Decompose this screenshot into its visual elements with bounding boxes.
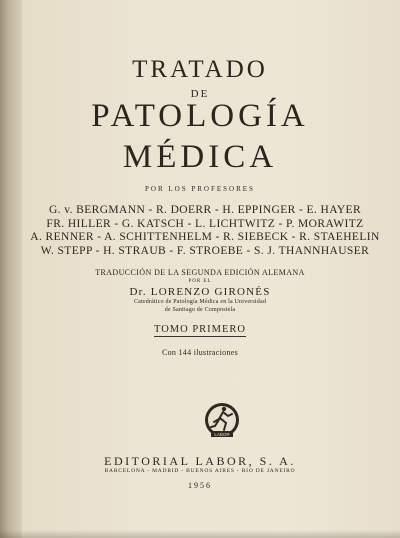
author-line: FR. HILLER - G. KATSCH - L. LICHTWITZ - P. MORAWITZ xyxy=(46,217,364,230)
translator-credentials-2: de Santiago de Compostela xyxy=(164,307,236,313)
logo-text: LABOR xyxy=(214,432,230,437)
publication-year: 1956 xyxy=(188,481,212,490)
title-patologia: PATOLOGÍA xyxy=(91,98,309,134)
por-los-profesores: POR LOS PROFESORES xyxy=(145,185,255,193)
volume-label xyxy=(0,324,400,337)
volume-text: TOMO PRIMERO xyxy=(153,324,247,335)
author-line: W. STEPP - H. STRAUB - F. STROEBE - S. J. THANNHAUSER xyxy=(40,244,370,257)
publisher-cities: BARCELONA - MADRID - BUENOS AIRES - RIO DE JANEIRO xyxy=(104,468,296,474)
author-list xyxy=(10,204,400,258)
title-tratado: TRATADO xyxy=(132,56,268,83)
author-line: A. RENNER - A. SCHITTENHELM - R. SIEBECK - R. STAEHELIN xyxy=(30,231,380,243)
publisher-logo-icon xyxy=(202,400,242,444)
publisher-name: EDITORIAL LABOR, S. A. xyxy=(104,454,296,468)
por-el: POR EL xyxy=(188,279,212,284)
title-medica: MÉDICA xyxy=(122,139,278,175)
page-bottom-shadow xyxy=(0,530,400,538)
translation-note: TRADUCCIÓN DE LA SEGUNDA EDICIÓN ALEMANA xyxy=(95,268,305,277)
author-line: G. v. BERGMANN - R. DOERR - H. EPPINGER - E. HAYER xyxy=(48,204,362,216)
title-de: DE xyxy=(190,88,210,100)
translator-name: Dr. LORENZO GIRONÉS xyxy=(129,286,271,298)
translator-credentials: Catedrático de Patología Médica en la Universidad xyxy=(133,299,267,305)
illustrations-count: Con 144 ilustraciones xyxy=(161,348,239,357)
